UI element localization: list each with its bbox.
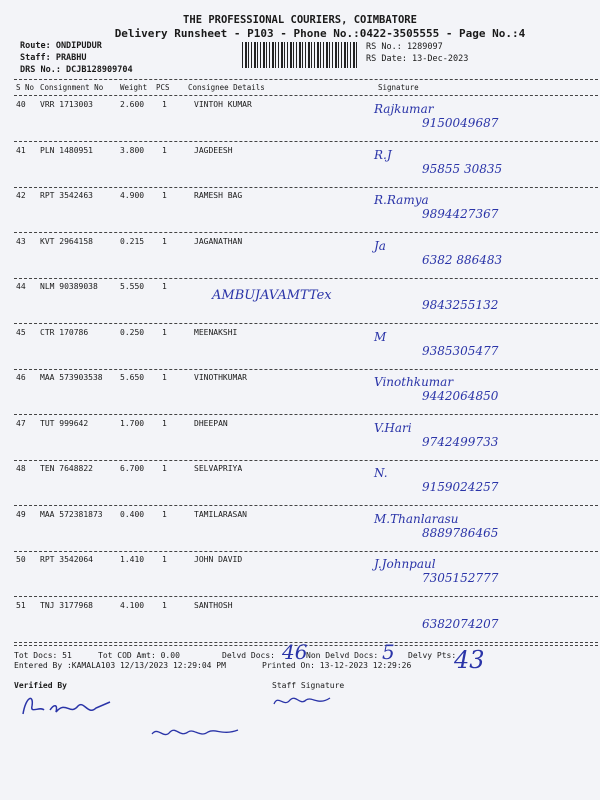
delivered-docs-label: Delvd Docs: bbox=[222, 651, 275, 660]
entered-by: Entered By :KAMALA103 12/13/2023 12:29:04 PM bbox=[14, 661, 226, 670]
row-receiver-phone: 9385305477 bbox=[422, 343, 499, 358]
row-consignee-name: SELVAPRIYA bbox=[194, 464, 243, 473]
row-weight: 5.650 bbox=[120, 373, 145, 382]
header-divider-top bbox=[14, 79, 598, 80]
row-receiver-phone: 8889786465 bbox=[422, 525, 499, 540]
printed-on: Printed On: 13-12-2023 12:29:26 bbox=[262, 661, 412, 670]
delivery-points-label: Delvy Pts: bbox=[408, 651, 457, 660]
row-receiver-phone: 6382 886483 bbox=[422, 252, 503, 267]
row-serial-number: 48 bbox=[16, 464, 26, 473]
row-consignee-name: MEENAKSHI bbox=[194, 327, 238, 337]
total-cod-amount: Tot COD Amt: 0.00 bbox=[98, 651, 180, 660]
table-row bbox=[14, 601, 598, 645]
row-weight: 0.215 bbox=[120, 236, 145, 246]
row-receiver-phone: 7305152777 bbox=[422, 571, 499, 585]
header-divider-bottom bbox=[14, 95, 598, 96]
row-divider bbox=[14, 323, 598, 324]
row-receiver-phone: 95855 30835 bbox=[422, 161, 503, 176]
row-pieces: 1 bbox=[162, 282, 167, 291]
row-divider bbox=[14, 141, 598, 142]
company-title: THE PROFESSIONAL COURIERS, COIMBATORE bbox=[183, 14, 417, 26]
row-weight: 6.700 bbox=[120, 464, 145, 473]
barcode-image bbox=[242, 42, 358, 68]
row-pieces: 1 bbox=[162, 600, 167, 610]
total-docs: Tot Docs: 51 bbox=[14, 651, 72, 660]
row-pieces: 1 bbox=[162, 327, 167, 337]
row-pieces: 1 bbox=[162, 236, 167, 246]
row-weight: 1.410 bbox=[120, 555, 145, 564]
verifier-signature bbox=[18, 690, 118, 724]
second-signature bbox=[148, 720, 248, 744]
table-row bbox=[14, 191, 598, 235]
row-pieces: 1 bbox=[162, 464, 167, 473]
rs-date: RS Date: 13-Dec-2023 bbox=[366, 54, 469, 64]
row-signature: V.Hari bbox=[374, 420, 412, 435]
row-consignment-number: TNJ 3177968 bbox=[40, 600, 93, 610]
row-consignment-number: RPT 3542463 bbox=[40, 191, 93, 200]
row-signature: N. bbox=[374, 466, 388, 480]
row-receiver-phone: 9742499733 bbox=[422, 434, 499, 449]
delivered-docs-value: 46 bbox=[282, 640, 308, 664]
row-divider bbox=[14, 187, 598, 188]
col-consignee: Consignee Details bbox=[188, 83, 265, 92]
row-receiver-phone: 9159024257 bbox=[422, 480, 499, 494]
row-serial-number: 42 bbox=[16, 191, 26, 200]
non-delivered-docs-label: Non Delvd Docs: bbox=[306, 651, 379, 660]
table-row bbox=[14, 373, 598, 417]
row-consignee-name: RAMESH BAG bbox=[194, 191, 243, 200]
staff-signature bbox=[270, 690, 340, 712]
row-divider bbox=[14, 505, 598, 506]
row-consignee-name: SANTHOSH bbox=[194, 600, 233, 610]
row-receiver-phone: 9843255132 bbox=[422, 298, 499, 312]
row-pieces: 1 bbox=[162, 373, 167, 382]
table-row bbox=[14, 282, 598, 326]
row-consignment-number: MAA 572381873 bbox=[40, 509, 103, 519]
row-pieces: 1 bbox=[162, 509, 167, 519]
route-label: Route: ONDIPUDUR bbox=[20, 41, 102, 51]
row-serial-number: 40 bbox=[16, 100, 26, 109]
row-receiver-phone: 9442064850 bbox=[422, 389, 499, 403]
row-consignee-name: JAGDEESH bbox=[194, 145, 233, 155]
col-weight: Weight bbox=[120, 83, 148, 92]
row-receiver-phone: 6382074207 bbox=[422, 616, 499, 631]
row-consignment-number: PLN 1480951 bbox=[40, 145, 93, 155]
col-consignment: Consignment No bbox=[40, 83, 104, 92]
row-weight: 5.550 bbox=[120, 282, 145, 291]
row-signature: Rajkumar bbox=[374, 102, 434, 116]
row-consignment-number: TUT 999642 bbox=[40, 418, 89, 428]
verified-by-label: Verified By bbox=[14, 681, 67, 690]
row-serial-number: 46 bbox=[16, 373, 26, 382]
row-consignee-name: JAGANATHAN bbox=[194, 236, 243, 246]
row-pieces: 1 bbox=[162, 418, 167, 428]
table-row bbox=[14, 419, 598, 463]
row-signature: Vinothkumar bbox=[374, 375, 454, 389]
row-serial-number: 47 bbox=[16, 418, 26, 428]
row-serial-number: 50 bbox=[16, 555, 26, 564]
row-signature: M bbox=[374, 329, 387, 344]
table-row bbox=[14, 555, 598, 599]
table-row bbox=[14, 146, 598, 190]
table-row bbox=[14, 100, 598, 144]
row-consignee-name: VINTOH KUMAR bbox=[194, 100, 252, 109]
row-serial-number: 44 bbox=[16, 282, 26, 291]
row-serial-number: 49 bbox=[16, 509, 26, 519]
row-consignee-name: DHEEPAN bbox=[194, 418, 228, 428]
row-signature: R.Ramya bbox=[374, 193, 429, 207]
staff-label: Staff: PRABHU bbox=[20, 53, 87, 63]
row-divider bbox=[14, 596, 598, 597]
row-serial-number: 43 bbox=[16, 236, 26, 246]
row-consignee-name: JOHN DAVID bbox=[194, 555, 243, 564]
row-consignment-number: NLM 90389038 bbox=[40, 282, 98, 291]
row-consignment-number: MAA 573903538 bbox=[40, 373, 103, 382]
row-divider bbox=[14, 369, 598, 370]
table-row bbox=[14, 464, 598, 508]
row-pieces: 1 bbox=[162, 145, 167, 155]
row-receiver-phone: 9894427367 bbox=[422, 207, 499, 221]
row-serial-number: 51 bbox=[16, 600, 26, 610]
row-pieces: 1 bbox=[162, 191, 167, 200]
row-weight: 2.600 bbox=[120, 100, 145, 109]
row-consignee-name: VINOTHKUMAR bbox=[194, 373, 247, 382]
row-consignment-number: CTR 170786 bbox=[40, 327, 89, 337]
delivery-points-value: 43 bbox=[454, 646, 485, 674]
row-serial-number: 41 bbox=[16, 145, 26, 155]
row-divider bbox=[14, 551, 598, 552]
row-signature: R.J bbox=[374, 147, 392, 162]
row-signature: Ja bbox=[374, 238, 386, 253]
drs-label: DRS No.: DCJB128909704 bbox=[20, 65, 133, 75]
row-divider bbox=[14, 278, 598, 279]
row-divider bbox=[14, 414, 598, 415]
row-divider bbox=[14, 232, 598, 233]
row-consignment-number: KVT 2964158 bbox=[40, 236, 93, 246]
row-weight: 4.900 bbox=[120, 191, 145, 200]
row-pieces: 1 bbox=[162, 555, 167, 564]
row-weight: 4.100 bbox=[120, 600, 145, 610]
row-weight: 0.250 bbox=[120, 327, 145, 337]
col-sno: S No bbox=[16, 83, 35, 92]
row-signature: J.Johnpaul bbox=[374, 557, 436, 571]
table-row bbox=[14, 237, 598, 281]
row-weight: 1.700 bbox=[120, 418, 145, 428]
row-consignee-name: TAMILARASAN bbox=[194, 509, 247, 519]
row-consignment-number: VRR 1713003 bbox=[40, 100, 93, 109]
row-serial-number: 45 bbox=[16, 327, 26, 337]
row-consignment-number: TEN 7648822 bbox=[40, 464, 93, 473]
col-signature: Signature bbox=[378, 83, 419, 92]
col-pcs: PCS bbox=[156, 83, 170, 92]
row-divider bbox=[14, 460, 598, 461]
row-weight: 0.400 bbox=[120, 509, 145, 519]
staff-signature-label: Staff Signature bbox=[272, 681, 345, 690]
rs-number: RS No.: 1289097 bbox=[366, 42, 443, 52]
row-signature: AMBUJAVAMTTex bbox=[212, 288, 332, 303]
table-row bbox=[14, 328, 598, 372]
row-weight: 3.800 bbox=[120, 145, 145, 155]
non-delivered-docs-value: 5 bbox=[382, 640, 395, 664]
row-receiver-phone: 9150049687 bbox=[422, 116, 499, 130]
runsheet-subtitle: Delivery Runsheet - P103 - Phone No.:0422-3505555 - Page No.:4 bbox=[114, 27, 526, 40]
row-signature: M.Thanlarasu bbox=[374, 511, 459, 526]
row-consignment-number: RPT 3542064 bbox=[40, 555, 93, 564]
table-row bbox=[14, 510, 598, 554]
row-pieces: 1 bbox=[162, 100, 167, 109]
